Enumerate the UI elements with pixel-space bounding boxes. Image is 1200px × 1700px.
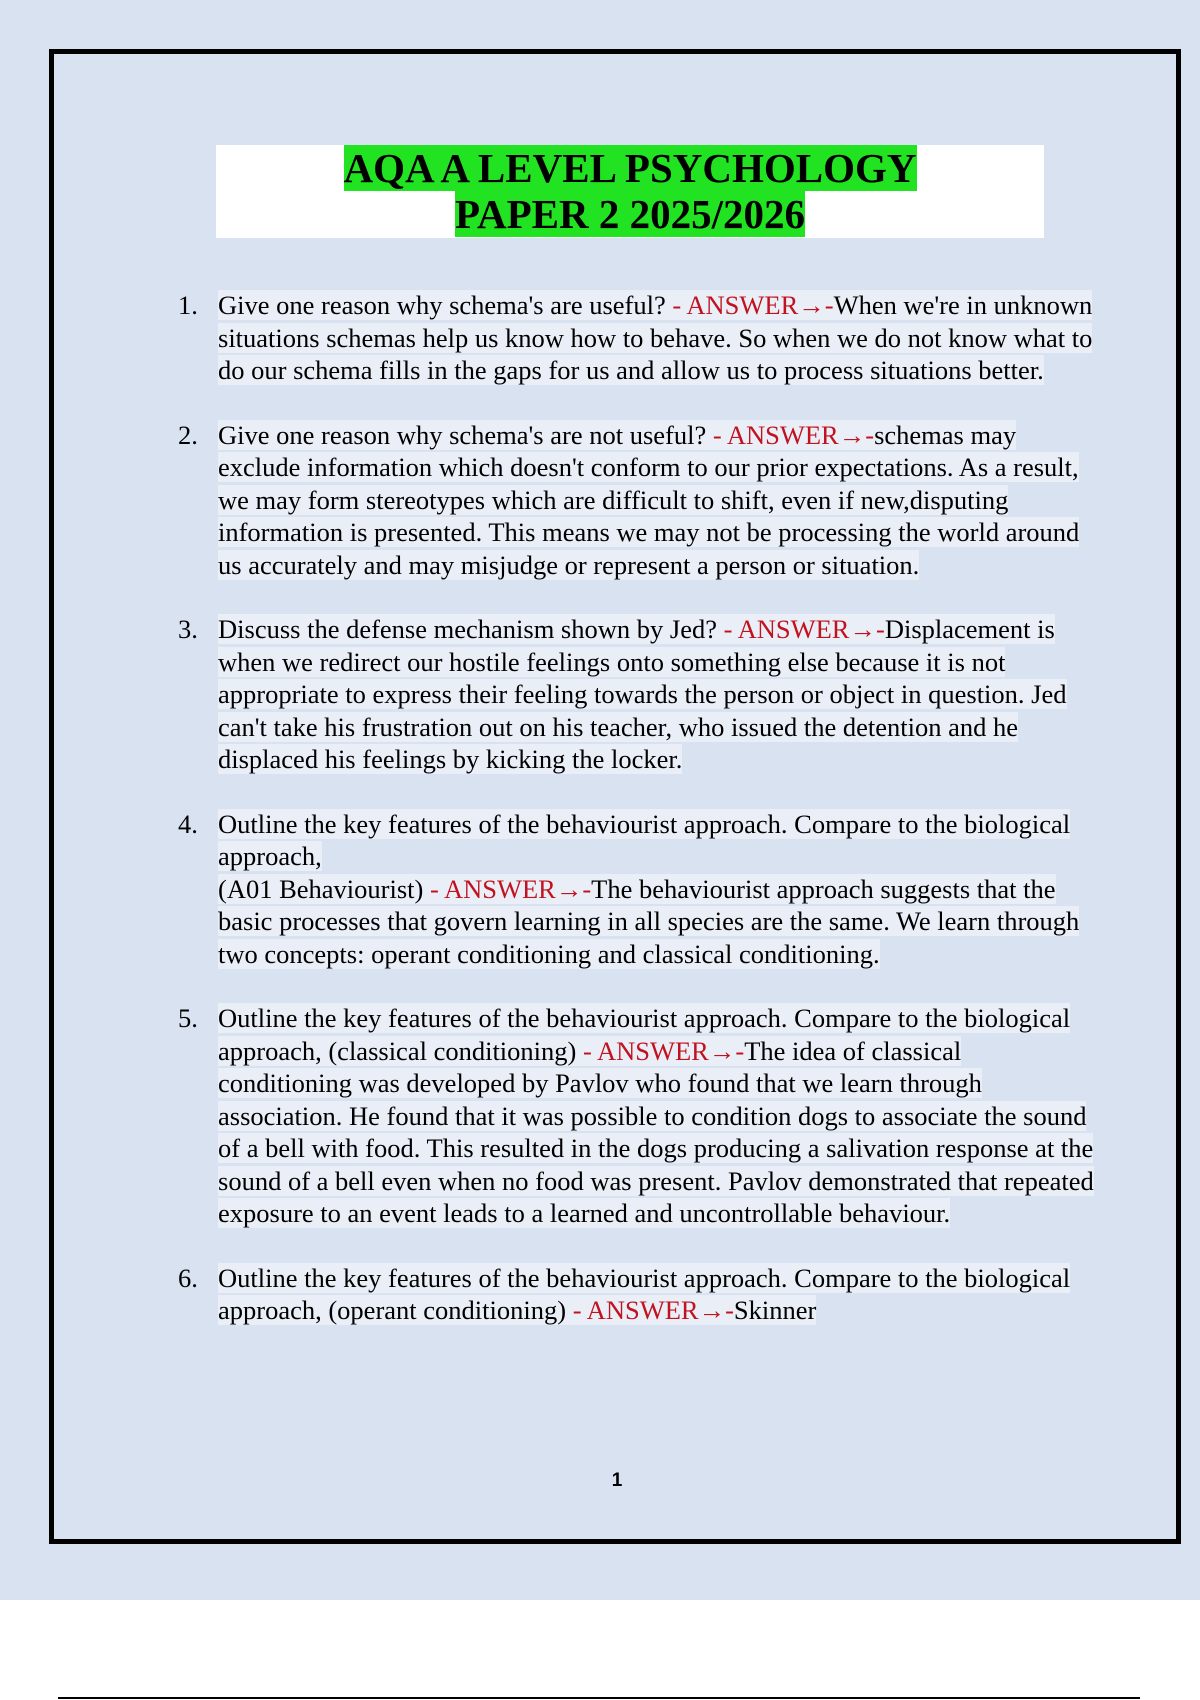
answer-text: When we're in unknown situations schemas help us know how to behave. So when we do not know what to do our schema fills in the gaps for us and allow us to process situations better. [218,290,1093,385]
title-line-2: PAPER 2 2025/2026 [454,191,805,237]
question-number: 4. [178,808,198,839]
question-text: Give one reason why schema's are useful? [218,290,666,320]
question-number: 2. [178,419,198,450]
bottom-divider [58,1697,1140,1699]
answer-text: Skinner [733,1295,817,1325]
answer-label: - ANSWER→- [423,873,592,904]
question-number: 3. [178,614,198,644]
answer-text: The behaviourist approach suggests that the basic processes that govern learning in all species are the same. We learn through two concepts: operant conditioning and classical conditioning. [218,873,1080,969]
qa-item [168,419,1098,582]
qa-item [168,613,1098,776]
question-number: 5. [178,1003,198,1033]
answer-text: Displacement is when we redirect our hostile feelings onto something else because it is not appropriate to express their feeling towards the person or object in question. Jed can't take his frustration out on his teacher, who issued the detention and he displaced his feelings by kicking the locker. [218,614,1067,774]
question-number: 6. [178,1262,198,1293]
question-number: 1. [178,290,198,320]
answer-text: The idea of classical conditioning was developed by Pavlov who found that we learn through association. He found that it was possible to condition dogs to associate the sound of a bell with food. This resulted in the dogs producing a salivation response at the sound of a bell even when no food was present. Pavlov demonstrated that repeated exposure to an event leads to a learned and uncontrollable behaviour. [218,1035,1094,1228]
qa-item [168,1002,1098,1230]
qa-item [168,808,1098,971]
answer-text: schemas may exclude information which doesn't conform to our prior expectations. As a result, we may form stereotypes which are difficult to shift, even if new,disputing information is presented. This means we may not be processing the world around us accurately and may misjudge or represent a person or situation. [218,419,1080,580]
document-title [216,145,1044,238]
question-text: Outline the key features of the behaviourist approach. Compare to the biological approach, (classical conditioning) [218,1003,1071,1066]
title-line-1: AQA A LEVEL PSYCHOLOGY [343,145,917,191]
question-text: Discuss the defense mechanism shown by Jed? [218,614,717,644]
answer-label: - ANSWER→- [665,290,834,320]
answer-label: - ANSWER→- [716,614,885,644]
question-text: Outline the key features of the behaviourist approach. Compare to the biological approach, (operant conditioning) [218,1262,1071,1325]
qa-item [168,289,1098,387]
answer-label: - ANSWER→- [576,1035,745,1066]
question-answer-list [168,289,1098,1359]
question-text: Give one reason why schema's are not useful? [218,419,707,450]
answer-label: - ANSWER→- [706,419,875,450]
page-number: 1 [611,1470,623,1491]
qa-item [168,1262,1098,1327]
answer-label: - ANSWER→- [566,1295,734,1325]
question-text: Outline the key features of the behaviourist approach. Compare to the biological approach, (A01 Behaviourist) [218,808,1071,904]
